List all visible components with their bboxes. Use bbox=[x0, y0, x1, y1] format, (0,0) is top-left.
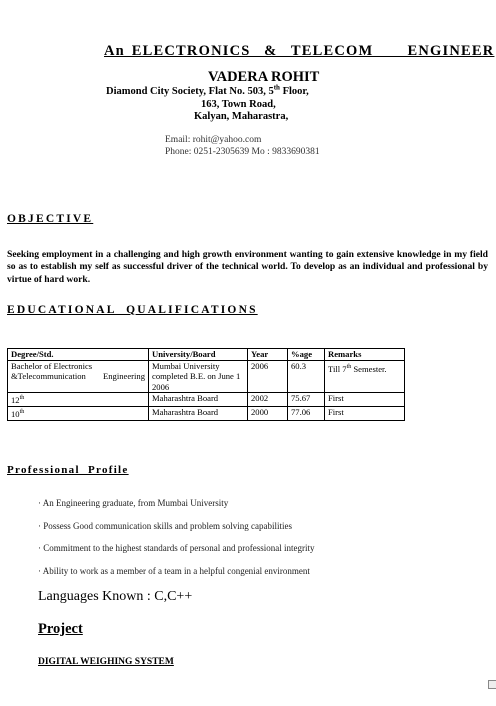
candidate-name: VADERA ROHIT bbox=[208, 69, 320, 85]
column-header: Remarks bbox=[325, 349, 405, 361]
list-item: · Possess Good communication skills and problem solving capabilities bbox=[38, 521, 292, 531]
languages-known: Languages Known : C,C++ bbox=[38, 589, 193, 604]
address-superscript: th bbox=[273, 83, 280, 92]
degree-text: 10 bbox=[11, 408, 20, 419]
percentage-cell: 75.67 bbox=[288, 393, 325, 407]
phone-text: Phone: 0251-2305639 Mo : 9833690381 bbox=[165, 147, 320, 157]
address-line-1 bbox=[106, 83, 309, 97]
table-header-row bbox=[8, 349, 405, 361]
board-cell: Maharashtra Board bbox=[149, 393, 248, 407]
objective-heading: OBJECTIVE bbox=[7, 213, 94, 225]
remarks-superscript: th bbox=[346, 363, 352, 370]
board-cell: Maharashtra Board bbox=[149, 406, 248, 420]
remarks-text-end: Semester. bbox=[351, 363, 387, 374]
address-line-3: Kalyan, Maharastra, bbox=[194, 111, 289, 122]
table-row bbox=[8, 406, 405, 420]
degree-cell bbox=[8, 406, 149, 420]
board-cell: Mumbai University completed B.E. on June 1 2006 bbox=[149, 360, 248, 393]
remarks-cell: First bbox=[325, 406, 405, 420]
column-header: Degree/Std. bbox=[8, 349, 149, 361]
column-header: Year bbox=[248, 349, 288, 361]
list-item: · Ability to work as a member of a team in a helpful congenial environment bbox=[38, 566, 310, 576]
list-item: · An Engineering graduate, from Mumbai University bbox=[38, 498, 229, 508]
project-heading: Project bbox=[38, 621, 83, 637]
resize-handle-icon[interactable] bbox=[488, 680, 496, 689]
year-cell: 2002 bbox=[248, 393, 288, 407]
address-line-2: 163, Town Road, bbox=[201, 99, 276, 110]
degree-cell: Bachelor of Electronics &Telecommunication Engineering bbox=[8, 360, 149, 393]
degree-text: 12 bbox=[11, 395, 20, 406]
percentage-cell: 60.3 bbox=[288, 360, 325, 393]
table-row bbox=[8, 360, 405, 393]
address-line-1-end: Floor, bbox=[279, 86, 309, 97]
email-text: Email: rohit@yahoo.com bbox=[165, 135, 262, 145]
column-header: %age bbox=[288, 349, 325, 361]
profile-heading: Professional Profile bbox=[7, 464, 129, 476]
objective-text: Seeking employment in a challenging and high growth environment wanting to gain extensive knowledge in my field so as to establish my self as successful driver of the technical world. To develop as an individual and professional by virtue of hard work. bbox=[7, 249, 488, 285]
education-heading: EDUCATIONAL QUALIFICATIONS bbox=[7, 304, 258, 316]
remarks-cell bbox=[325, 360, 405, 393]
remarks-cell: First bbox=[325, 393, 405, 407]
resume-title: An ELECTRONICS & TELECOM ENGINEER bbox=[104, 43, 495, 59]
column-header: University/Board bbox=[149, 349, 248, 361]
degree-superscript: th bbox=[19, 395, 25, 402]
degree-cell bbox=[8, 393, 149, 407]
list-item: · Commitment to the highest standards of personal and professional integrity bbox=[38, 543, 315, 553]
address-line-1-text: Diamond City Society, Flat No. 503, 5 bbox=[106, 86, 274, 97]
education-table bbox=[7, 348, 405, 421]
year-cell: 2000 bbox=[248, 406, 288, 420]
percentage-cell: 77.06 bbox=[288, 406, 325, 420]
table-row bbox=[8, 393, 405, 407]
degree-superscript: th bbox=[19, 409, 25, 416]
project-name: DIGITAL WEIGHING SYSTEM bbox=[38, 657, 174, 667]
year-cell: 2006 bbox=[248, 360, 288, 393]
remarks-text: Till 7 bbox=[328, 363, 347, 374]
